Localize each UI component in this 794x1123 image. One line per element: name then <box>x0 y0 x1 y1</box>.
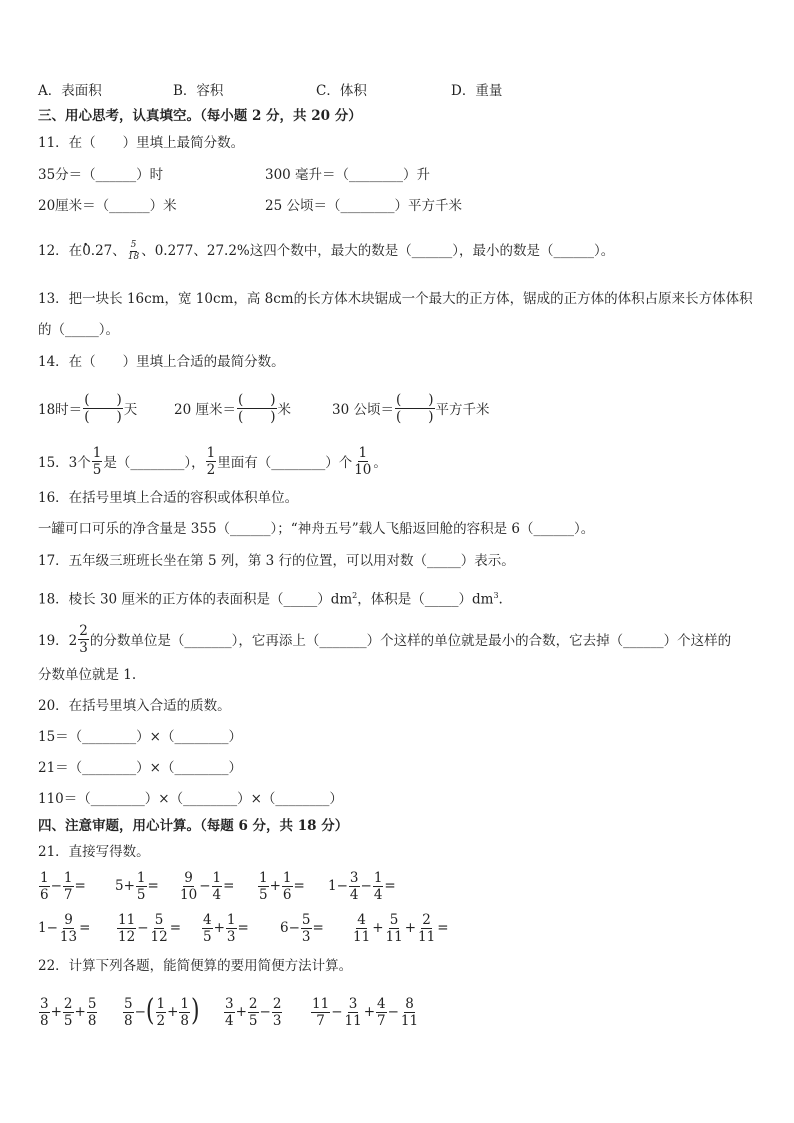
num: 3 <box>225 995 234 1012</box>
q12-separator: 、 <box>112 243 126 259</box>
q21-r2-expr-5 <box>351 908 449 948</box>
num: 5 <box>124 995 133 1012</box>
fraction <box>311 997 330 1028</box>
num: 8 <box>405 995 414 1012</box>
den: 2 <box>156 1012 166 1029</box>
den: 4 <box>349 886 359 903</box>
q15-fraction-1 <box>92 446 103 477</box>
whole: 1 <box>38 920 47 936</box>
eq: = <box>79 920 91 936</box>
q21-r2-expr-2 <box>116 908 181 948</box>
q14-b-num-blank: ( ) <box>237 391 276 408</box>
num: 3 <box>349 869 359 886</box>
q21-r1-expr-4 <box>257 866 305 906</box>
q15-f3-den: 10 <box>354 461 372 478</box>
q19-line2: 分数单位就是 1. <box>38 667 137 683</box>
num: 4 <box>357 911 366 928</box>
num: 1 <box>226 911 236 928</box>
num: 1 <box>212 869 222 886</box>
den: 13 <box>59 928 78 945</box>
num: 1 <box>136 869 146 886</box>
q19-fraction <box>78 624 89 655</box>
q17: 17．五年级三班班长坐在第 5 列，第 3 行的位置，可以用对数（_____）表示。 <box>38 553 515 569</box>
fraction <box>63 871 74 902</box>
fraction <box>179 997 190 1028</box>
q10-option-d: D．重量 <box>451 83 503 99</box>
q22-expr-4 <box>310 992 420 1032</box>
op: − <box>336 878 348 894</box>
den: 8 <box>124 1012 133 1029</box>
fraction <box>224 997 235 1028</box>
num: 1 <box>259 869 268 886</box>
num: 1 <box>156 995 166 1012</box>
q14-b <box>174 388 291 428</box>
op: − <box>137 920 149 936</box>
q14-c <box>332 388 490 428</box>
den: 10 <box>180 886 198 903</box>
q15-f2-num: 1 <box>206 444 216 461</box>
section-3-heading: 三、用心思考，认真填空。（每小题 2 分，共 20 分） <box>38 108 362 124</box>
fraction <box>373 871 384 902</box>
op: − <box>288 920 300 936</box>
q18-sup-3: 3 <box>493 591 499 600</box>
fraction <box>376 997 387 1028</box>
num: 5 <box>87 995 97 1012</box>
q14-a <box>38 388 137 428</box>
q13-line2: 的（_____）。 <box>38 322 119 338</box>
eq: = <box>169 920 181 936</box>
q14-b-unit: 米 <box>277 402 292 418</box>
num: 3 <box>348 995 358 1012</box>
fraction <box>39 871 50 902</box>
fraction <box>136 871 147 902</box>
q14-b-fraction <box>237 393 277 424</box>
whole: 1 <box>328 878 337 894</box>
op: − <box>387 1004 399 1020</box>
q15-f1-num: 1 <box>92 444 102 461</box>
q19-line1-text: 的分数单位是（_______），它再添上（_______）个这样的单位就是最小的合数，它去掉（______）个这样的 <box>89 633 732 649</box>
q22-stem: 22．计算下列各题，能简便算的要用简便方法计算。 <box>38 958 353 974</box>
den: 7 <box>316 1012 325 1029</box>
q20-b: 21＝（________）×（________） <box>38 760 242 776</box>
fraction <box>212 871 223 902</box>
num: 2 <box>63 995 73 1012</box>
q21-row-1 <box>38 866 758 906</box>
den: 11 <box>344 1012 362 1029</box>
q15-mid: 是（________）， <box>103 455 205 471</box>
q15 <box>38 441 758 481</box>
op: + <box>235 1004 247 1020</box>
op: + <box>269 878 281 894</box>
q21-r2-expr-4 <box>280 908 324 948</box>
num: 2 <box>422 911 431 928</box>
fraction <box>156 997 167 1028</box>
q14-c-prefix: 30 公顷＝ <box>332 402 394 418</box>
q21-r1-expr-2 <box>115 866 159 906</box>
fraction <box>202 913 213 944</box>
den: 3 <box>226 928 236 945</box>
den: 11 <box>400 1012 419 1029</box>
q19-frac-den: 3 <box>79 639 88 656</box>
num: 9 <box>184 869 193 886</box>
num: 5 <box>301 911 311 928</box>
num: 1 <box>373 869 383 886</box>
q12-prefix: 12．在 <box>38 243 83 259</box>
den: 3 <box>272 1012 282 1029</box>
fraction <box>226 913 237 944</box>
q18-sup-2: 2 <box>352 591 358 600</box>
section-4-heading: 四、注意审题，用心计算。（每题 6 分，共 18 分） <box>38 818 349 834</box>
q15-prefix: 15．3个 <box>38 455 91 471</box>
q14-a-den-blank: ( ) <box>84 408 122 425</box>
q15-fraction-3 <box>353 446 372 477</box>
q21-r2-expr-3 <box>201 908 249 948</box>
q22-expr-3 <box>223 992 283 1032</box>
den: 11 <box>418 928 436 945</box>
num: 5 <box>154 911 164 928</box>
num: 11 <box>312 995 330 1012</box>
num: 4 <box>377 995 386 1012</box>
q13-line1: 13．把一块长 16cm，宽 10cm，高 8cm的长方体木块锯成一个最大的正方体，锯成的正方体的体积占原来长方体体积 <box>38 291 753 307</box>
eq: = <box>147 878 159 894</box>
q18 <box>38 586 503 610</box>
q12-frac-den: 18 <box>127 252 140 262</box>
den: 4 <box>373 886 383 903</box>
den: 12 <box>150 928 168 945</box>
q19-frac-num: 2 <box>79 622 88 639</box>
q12-rest: 、0.277、27.2%这四个数中，最大的数是（______），最小的数是（______）。 <box>141 243 615 259</box>
q15-f3-num: 1 <box>358 444 368 461</box>
q12-fraction <box>127 241 140 262</box>
op: − <box>50 878 62 894</box>
q18-part-c: . <box>498 591 503 608</box>
fraction <box>117 913 136 944</box>
den: 5 <box>203 928 212 945</box>
eq: = <box>223 878 235 894</box>
den: 5 <box>136 886 146 903</box>
eq: = <box>74 878 86 894</box>
den: 11 <box>385 928 403 945</box>
q21-r2-expr-1 <box>38 908 90 948</box>
q22-expr-1 <box>38 992 98 1032</box>
q14-b-prefix: 20 厘米＝ <box>174 402 236 418</box>
fraction <box>282 871 293 902</box>
q21-r1-expr-5 <box>328 866 396 906</box>
q11-b: 300 毫升＝（________）升 <box>265 167 431 183</box>
q14-c-fraction <box>395 393 435 424</box>
den: 12 <box>118 928 136 945</box>
q14-c-unit: 平方千米 <box>435 402 490 418</box>
den: 6 <box>282 886 292 903</box>
q22-expr-2 <box>122 992 200 1032</box>
q19-prefix: 19．2 <box>38 633 78 649</box>
q12-repeating-decimal: · 0.27 <box>82 243 112 259</box>
whole: 6 <box>280 920 289 936</box>
num: 9 <box>64 911 73 928</box>
fraction <box>150 913 169 944</box>
q22-row <box>38 992 758 1032</box>
left-paren-icon: ( <box>145 994 155 1029</box>
den: 8 <box>87 1012 97 1029</box>
fraction <box>59 913 78 944</box>
num: 3 <box>40 995 49 1012</box>
den: 8 <box>40 1012 49 1029</box>
fraction <box>248 997 259 1028</box>
num: 1 <box>180 995 189 1012</box>
q16-body: 一罐可口可乐的净含量是 355（______）；“神舟五号”载人飞船返回舱的容积是 6（______）。 <box>38 521 595 537</box>
op: + <box>213 920 225 936</box>
q18-part-b: ，体积是（_____）dm <box>357 591 494 608</box>
q15-f1-den: 5 <box>92 461 102 478</box>
den: 8 <box>180 1012 189 1029</box>
q10-option-a: A．表面积 <box>38 83 102 99</box>
q12 <box>38 238 614 264</box>
q20-c: 110＝（________）×（________）×（________） <box>38 791 343 807</box>
fraction <box>385 913 404 944</box>
q15-end: 。 <box>373 455 387 471</box>
op: − <box>331 1004 343 1020</box>
q21-stem: 21．直接写得数。 <box>38 844 150 860</box>
op: − <box>46 920 58 936</box>
q14-a-prefix: 18时＝ <box>38 402 83 418</box>
fraction <box>39 997 50 1028</box>
den: 5 <box>259 886 268 903</box>
q14-a-fraction <box>83 393 123 424</box>
fraction <box>344 997 363 1028</box>
op: − <box>134 1004 146 1020</box>
op: + <box>363 1004 375 1020</box>
num: 1 <box>282 869 292 886</box>
op: − <box>199 878 211 894</box>
den: 4 <box>225 1012 234 1029</box>
right-paren-icon: ) <box>191 994 200 1029</box>
fraction <box>352 913 371 944</box>
den: 6 <box>40 886 49 903</box>
q15-mid2: 里面有（________）个 <box>217 455 353 471</box>
q14-c-den-blank: ( ) <box>395 408 434 425</box>
fraction <box>417 913 436 944</box>
op: + <box>123 878 135 894</box>
op: + <box>50 1004 62 1020</box>
fraction <box>349 871 360 902</box>
num: 2 <box>248 995 258 1012</box>
q14-a-num-blank: ( ) <box>84 391 122 408</box>
q14-c-num-blank: ( ) <box>395 391 434 408</box>
den: 5 <box>248 1012 258 1029</box>
fraction <box>87 997 98 1028</box>
whole: 5 <box>115 878 124 894</box>
den: 7 <box>377 1012 386 1029</box>
op: + <box>404 920 416 936</box>
num: 11 <box>118 911 136 928</box>
num: 5 <box>389 911 399 928</box>
q21-row-2 <box>38 908 758 948</box>
fraction <box>400 997 419 1028</box>
fraction <box>258 871 269 902</box>
num: 4 <box>203 911 212 928</box>
q16-stem: 16．在括号里填上合适的容积或体积单位。 <box>38 490 299 506</box>
den: 7 <box>63 886 73 903</box>
q11-d: 25 公顷＝（________）平方千米 <box>265 198 462 214</box>
q10-option-c: C．体积 <box>316 83 367 99</box>
den: 3 <box>301 928 311 945</box>
op: − <box>360 878 372 894</box>
num: 2 <box>272 995 282 1012</box>
q19-line1 <box>38 619 731 659</box>
fraction <box>272 997 283 1028</box>
den: 5 <box>63 1012 73 1029</box>
op: − <box>259 1004 271 1020</box>
op: + <box>74 1004 86 1020</box>
q11-stem: 11．在（ ）里填上最简分数。 <box>38 135 245 151</box>
num: 1 <box>40 869 49 886</box>
q21-r1-expr-3 <box>178 866 234 906</box>
q14-stem: 14．在（ ）里填上合适的最简分数。 <box>38 354 285 370</box>
q21-r1-expr-1 <box>38 866 86 906</box>
q14-b-den-blank: ( ) <box>237 408 276 425</box>
q14-row <box>38 388 758 428</box>
q12-frac-num: 5 <box>130 240 137 250</box>
eq: = <box>384 878 396 894</box>
fraction <box>63 997 74 1028</box>
fraction <box>123 997 134 1028</box>
fraction <box>179 871 198 902</box>
q20-a: 15＝（________）×（________） <box>38 729 242 745</box>
q20-stem: 20．在括号里填入合适的质数。 <box>38 698 231 714</box>
q15-content <box>38 441 387 481</box>
num: 1 <box>63 869 73 886</box>
eq: = <box>237 920 249 936</box>
eq: = <box>312 920 324 936</box>
q11-c: 20厘米＝（______）米 <box>38 198 177 214</box>
den: 11 <box>353 928 371 945</box>
eq: = <box>293 878 305 894</box>
den: 4 <box>212 886 222 903</box>
fraction <box>301 913 312 944</box>
eq: = <box>437 920 449 936</box>
op: + <box>372 920 384 936</box>
q10-option-b: B．容积 <box>173 83 224 99</box>
q15-fraction-2 <box>206 446 217 477</box>
q18-part-a: 18．棱长 30 厘米的正方体的表面积是（_____）dm <box>38 591 353 608</box>
q19 <box>38 619 768 659</box>
op: + <box>167 1004 179 1020</box>
q15-f2-den: 2 <box>206 461 216 478</box>
q14-a-unit: 天 <box>123 402 138 418</box>
q11-a: 35分＝（______）时 <box>38 167 164 183</box>
